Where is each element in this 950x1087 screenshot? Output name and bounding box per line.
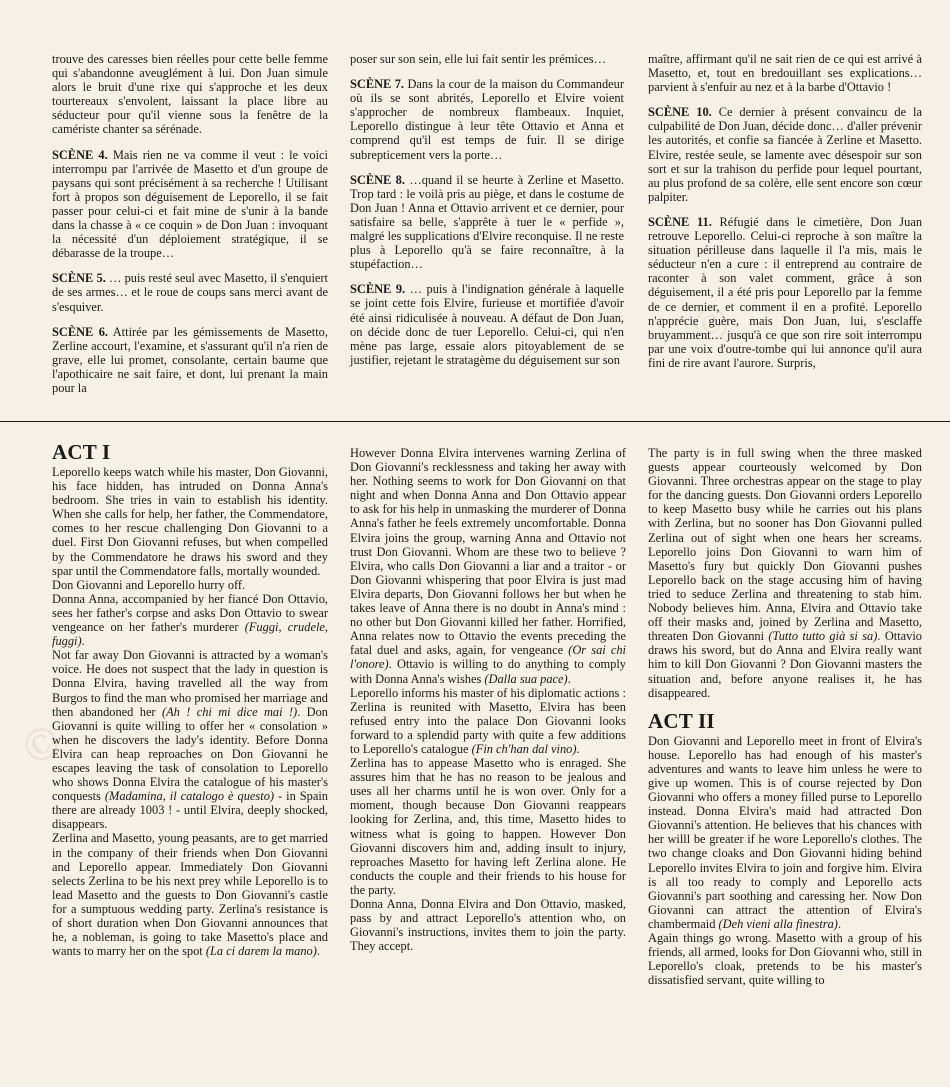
aria-title: (Fuggi, crudele, fuggi) <box>52 620 328 649</box>
aria-title: (La ci darem la mano) <box>205 944 317 959</box>
paragraph <box>52 271 328 313</box>
text-run: Donna Anna, accompanied by her fiancé Don Ottavio, sees her father's corpse and asks Don Ottavio to swear vengeance on her father's murderer <box>52 591 328 635</box>
act-2-heading: ACT II <box>648 708 715 733</box>
text-run: . <box>81 634 85 649</box>
scene-label: SCÈNE 5. <box>52 271 106 286</box>
scene-text: maître, affirmant qu'il ne sait rien de ce qui est arrivé à Masetto, et, tout en bredouillant ses explications… parvient à s'enfuir au nez et à la barbe d'Ottavio ! <box>648 52 922 95</box>
scene-label: SCÈNE 10. <box>648 105 712 120</box>
paragraph <box>350 282 624 367</box>
paragraph <box>648 105 922 204</box>
text-run: . <box>837 916 842 931</box>
text-run: . Ottavio draws his sword, but do Anna and Elvira really want him to kill Don Giovanni ? Don Giovanni masters the situation and, before anyone realises it, he has disappeared. <box>648 629 922 700</box>
watermark: © <box>550 462 614 529</box>
scene-text: trouve des caresses bien réelles pour cette belle femme qui s'abandonne aveuglément à lui. Don Juan simule alors le bruit d'une rixe qui s'approche et les deux tourtereaux s'envolent, laissant la place libre au séducteur pour qu'il vienne sous la fenêtre de la camériste chanter sa sérénade. <box>52 52 328 137</box>
english-column-1-body <box>52 465 328 958</box>
paragraph <box>350 173 624 272</box>
scene-label: SCÈNE 6. <box>52 324 109 339</box>
text-run: Leporello keeps watch while his master, Don Giovanni, his face hidden, has intruded on Donna Anna's bedroom. She tries in vain to establish his identity. When she calls for help, her father, the Commendatore, comes to her rescue challenging Don Giovanni to a duel. First Don Giovanni refuses, but when compelled by the Commendatore he draws his sword and they spar until the Commendatore falls, mortally wounded. <box>52 465 328 578</box>
text-run: Donna Anna, Donna Elvira and Don Ottavio, masked, pass by and attract Leporello's attention who, on Giovanni's instructions, invites them to join the party. They accept. <box>350 897 626 954</box>
aria-title: (Dalla sua pace) <box>484 671 568 686</box>
paragraph <box>648 931 922 987</box>
text-run: . Ottavio is willing to do anything to comply with Donna Anna's wishes <box>350 657 626 686</box>
aria-title: (Deh vieni alla finestra) <box>718 916 838 931</box>
watermark: © <box>10 712 74 779</box>
text-run: The party is in full swing when the three masked guests appear courteously welcomed by Don Giovanni. Three orchestras appear on the stage to play for the dancing guests. Don Giovanni orders Leporello to keep Masetto busy while he carries out his plans with Zerlina, but no sooner has Don Giovanni pulled Zerlina out of sight when one hears her screams. Leporello joins Don Giovanni to warn him of Masetto's fury but quickly Don Giovanni pushes Leporello back on the stage accusing him of having tried to seduce Zerlina and threatening to stab him. Nobody believes him. Anna, Elvira and Ottavio take off their masks and, joined by Zerlina and Masetto, threaten Don Giovanni <box>648 446 922 644</box>
aria-title: (Madamina, il catalogo è questo) <box>104 789 275 804</box>
text-run: Zerlina has to appease Masetto who is enraged. She assures him that he has no reason to be jealous and uses all her charms until he is won over. Only for a moment, though because Don Giovanni reappears looking for Zerlina, and, this time, Masetto hides to witness what is going to happen. However Don Giovanni discovers him and, adding insult to injury, reproaches Masetto for having left Zerlina alone. He conducts the couple and their friends to his house for the party. <box>350 756 626 897</box>
scene-label: SCÈNE 4. <box>52 147 108 162</box>
paragraph <box>350 77 624 162</box>
english-column-2 <box>350 446 626 953</box>
paragraph <box>52 831 328 958</box>
paragraph <box>350 686 626 756</box>
paragraph <box>350 756 626 897</box>
text-run: However Donna Elvira intervenes warning Zerlina of Don Giovanni's recklessness and taking her away with her. Nothing seems to work for Don Giovanni on that night and when Donna Anna and Don Ottavio appear to ask for his help in unmasking the murderer of Donna Anna's father he feels extremely uncomfortable. Donna Elvira joins the group, warning Anna and Ottavio not trust Don Giovanni. Whom are these two to believe ? Elvira, who calls Don Giovanni a liar and a traitor - or Don Giovanni whispering that poor Elvira is just mad Elvira departs, Don Giovanni follows her but when he takes leave of Anna there is no doubt in Anna's mind : no other but Don Giovanni killed her father. Horrified, Anna relates now to Ottavio the events preceding the fatal duel and asks, again, for vengeance <box>350 446 626 658</box>
paragraph <box>52 592 328 648</box>
french-column-3 <box>648 52 922 381</box>
french-column-1 <box>52 52 328 406</box>
paragraph <box>648 734 922 931</box>
text-run: Again things go wrong. Masetto with a group of his friends, all armed, looks for Don Giovanni who, still in Leporello's cloak, pretends to be his master's dissatisfied servant, quite willing to <box>648 931 922 988</box>
act-1-heading: ACT I <box>52 440 111 464</box>
scene-text: Ce dernier à présent convaincu de la culpabilité de Don Juan, décide donc… d'aller prévenir les autorités, et confie sa fiancée à Zerline et Masetto. Elvire, restée seule, se lamente avec désespoir sur son sort et sur la trahison du perfide pour lequel pourtant, au plus profond de sa colère, elle sent encore son cœur palpiter. <box>648 105 922 204</box>
scene-text: … puis à l'indignation générale à laquelle se joint cette fois Elvire, furieuse et mortifiée d'avoir été ainsi ridiculisée à nouveau. A défaut de Don Juan, on décide donc de tuer Leporello. Celui-ci, qui n'en mène pas large, essaie alors pitoyablement de se justifier, rejetant le stratagème du déguisement sur son <box>350 282 624 367</box>
english-column-3-top <box>648 446 922 700</box>
scene-text: Mais rien ne va comme il veut : le voici interrompu par l'arrivée de Masetto et d'un groupe de paysans qui sont précisément à sa recherche ! Utilisant fort à propos son déguisement de Leporello, il se fait passer pour celui-ci et fait mine de s'unir à la bande dans la chasse à « ce coquin » de Don Juan : invoquant la nécessité d'un déploiement stratégique, il se débarasse de la troupe… <box>52 147 328 261</box>
scene-text: …quand il se heurte à Zerline et Masetto. Trop tard : le voilà pris au piège, et dans le costume de Don Juan ! Anna et Ottavio arrivent et ce dernier, pour satisfaire sa belle, s'apprête à tuer le « perfide », malgré les supplications d'Elvire reconquise. Il ne reste plus à Leporello qu'à se faire reconnaître, à la stupéfaction… <box>350 172 624 272</box>
text-run: - in Spain there are already 1003 ! - until Elvira, deeply shocked, disappears. <box>52 789 329 832</box>
english-column-2-body <box>350 446 626 953</box>
paragraph <box>648 446 922 700</box>
paragraph <box>52 52 328 137</box>
text-run: Leporello informs his master of his diplomatic actions : Zerlina is reunited with Masetto, Elvira has been refused entry into the palace Don Giovanni looks forward to a splendid party with quite a few additions to Leporello's catalogue <box>350 685 626 756</box>
section-divider <box>0 421 950 422</box>
text-run: Zerlina and Masetto, young peasants, are to get married in the company of their friends when Don Giovanni and Leporello appear. Immediately Don Giovanni selects Zerlina to be his next prey while Leporello is to lead Masetto and the guests to Don Giovanni's castle for a sumptuous wedding party. Zerlina's resistance is of short duration when Don Giovanni announces that he, a nobleman, is going to take Masetto's place and wants to marry her on the spot <box>52 831 328 959</box>
text-run: Don Giovanni and Leporello hurry off. <box>52 577 246 592</box>
watermark: © <box>680 292 744 359</box>
french-column-2 <box>350 52 624 378</box>
scene-text: Attirée par les gémissements de Masetto, Zerline accourt, l'examine, et s'assurant qu'il n'a rien de grave, elle lui promet, consolante, certain baume que l'apothicaire ne sait faire, et dont, lui prenant la main pour la <box>52 324 328 395</box>
text-run: . Don Giovanni is quite willing to offer her « consolation » when he discovers the lady's identity. Before Donna Elvira can heap reproaches on Don Giovanni he escapes leaving the task of consolation to Leporello who shows Donna Elvira the catalogue of his master's conquests <box>52 704 328 804</box>
text-run: Not far away Don Giovanni is attracted by a woman's voice. He does not suspect that the lady in question is Donna Elvira, having travelled all the way from Burgos to find the man who promised her marriage and then abandoned her <box>52 648 328 719</box>
scene-label: SCÈNE 8. <box>350 172 405 187</box>
scene-text: Réfugié dans le cimetière, Don Juan retrouve Leporello. Celui-ci reproche à son maître la situation périlleuse dans laquelle il l'a mis, mais le séducteur n'en a cure : il entreprend au contraire de raconter à son valet comment, grâce à son déguisement, il a été pris pour Leporello par la femme de ce dernier, et comment il en a profité. Leporello n'apprécie guère, mais Don Juan, lui, s'esclaffe bruyamment… jusqu'à ce que son rire soit interrompu par une voix d'outre-tombe qui lui annonce qu'il aura fini de rire avant l'aurore. Surpris, <box>648 214 923 370</box>
scene-label: SCÈNE 7. <box>350 77 405 92</box>
paragraph <box>350 897 626 953</box>
text-run: Don Giovanni and Leporello meet in front of Elvira's house. Leporello has had enough of his master's adventures and wants to leave him unless he were to give up women. This is of course rejected by Don Giovanni who offers a money filled purse to Leporello instead. Donna Elvira's maid had attracted Don Giovanni's attention. He believes that his chances with her willl be greater if he wore Leporello's clothes. The two change cloaks and Don Giovanni hiding behind Leporello invites Elvira to join and forgive him. Elvira is all too ready to comply and Leporello acts Giovanni's part soothing and caressing her. Now Don Giovanni can attract the attention of Elvira's chambermaid <box>648 733 922 931</box>
english-column-3-bottom <box>648 734 922 988</box>
paragraph <box>52 648 328 831</box>
paragraph <box>52 148 328 261</box>
aria-title: (Ah ! chi mi dice mai !) <box>161 704 298 719</box>
scene-text: poser sur son sein, elle lui fait sentir les prémices… <box>350 52 607 66</box>
paragraph <box>350 52 624 66</box>
english-column-1 <box>52 440 328 958</box>
aria-title: (Tutto tutto già si sa) <box>768 629 878 644</box>
text-run: . <box>567 671 571 686</box>
aria-title: (Fin ch'han dal vino) <box>471 741 577 756</box>
paragraph <box>648 52 922 94</box>
paragraph <box>52 465 328 578</box>
scene-label: SCÈNE 11. <box>648 214 712 229</box>
paragraph <box>52 578 328 592</box>
paragraph <box>350 446 626 686</box>
english-column-3 <box>648 446 922 987</box>
paragraph <box>648 215 922 370</box>
scene-text: Dans la cour de la maison du Commandeur où ils se sont abrités, Leporello et Elvire voient s'approcher de nombreux flambeaux. Inquiet, Leporello distingue à leur tête Ottavio et Anna et comprend qu'il est temps de fuir. Il se dirige subrepticement vers la porte… <box>350 77 624 162</box>
aria-title: (Or sai chi l'onore) <box>350 643 626 672</box>
scene-label: SCÈNE 9. <box>350 282 406 297</box>
scene-text: … puis resté seul avec Masetto, il s'enquiert de ses armes… et le roue de coups sans merci avant de s'esquiver. <box>52 271 328 314</box>
text-run: . <box>316 944 320 959</box>
text-run: . <box>576 741 580 756</box>
paragraph <box>52 325 328 395</box>
